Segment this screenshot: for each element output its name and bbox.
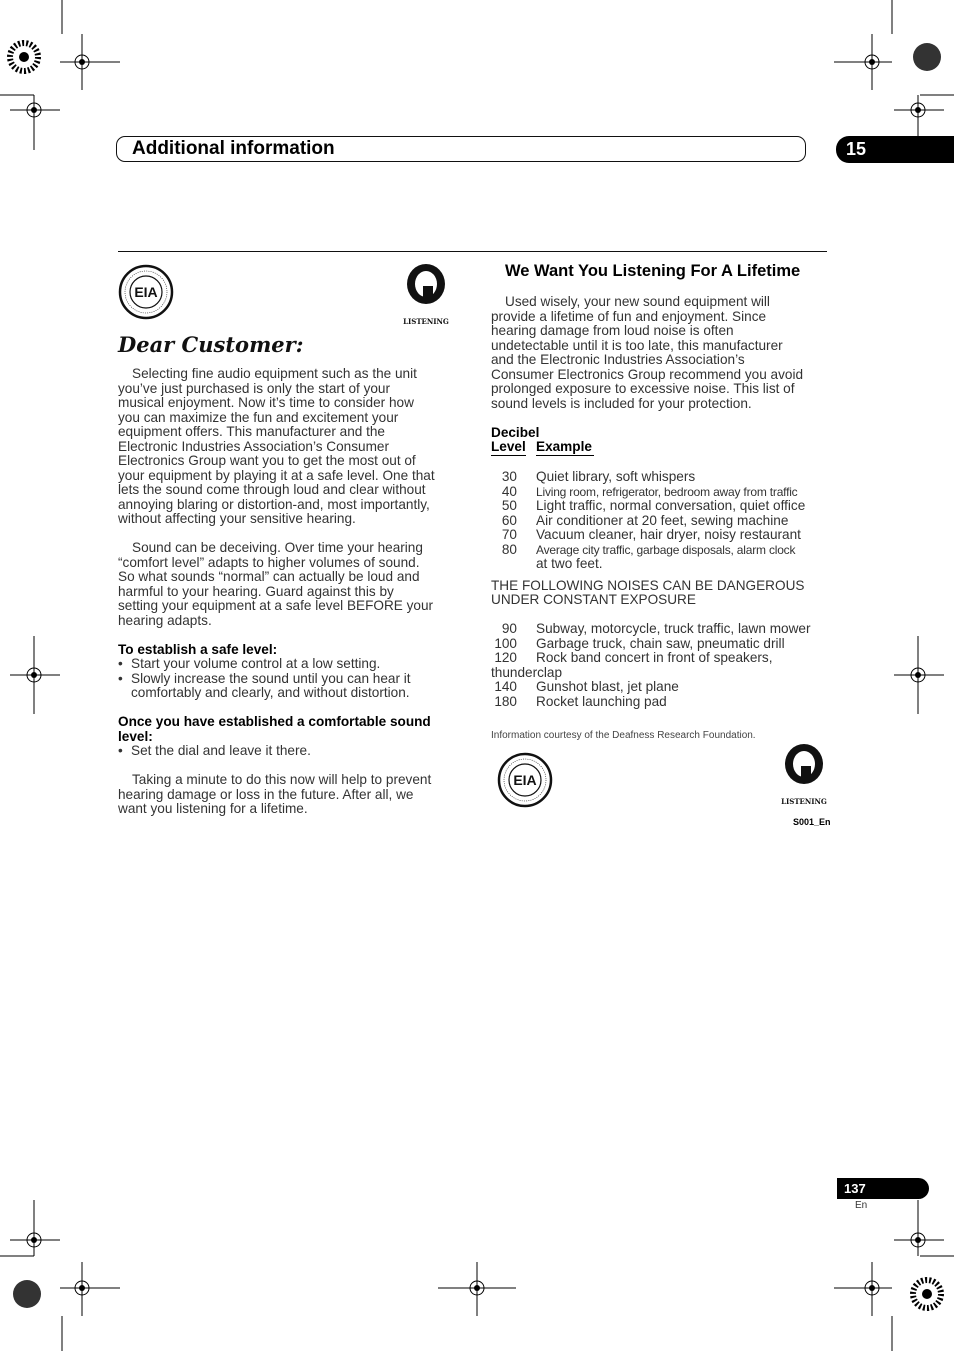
db-example: Air conditioner at 20 feet, sewing machine [536, 512, 789, 528]
db-value: 70 [501, 527, 517, 542]
db-value: 50 [501, 498, 517, 513]
text-line: undetectable until it is too late, this manufacturer [491, 337, 783, 353]
db-example: Rocket launching pad [536, 693, 667, 709]
db-example: Rock band concert in front of speakers, [536, 650, 773, 665]
text-line: So what sounds “normal” can actually be loud and [118, 569, 420, 584]
text-line: you can maximize the fun and excitement your [118, 409, 399, 425]
db-example-cont: thunderclap [491, 664, 563, 680]
text-line: musical enjoyment. Now it’s time to consider how [118, 395, 414, 410]
page-number: 137 [844, 1181, 866, 1196]
text-line: Selecting fine audio equipment such as the unit [132, 366, 417, 381]
top-rule [118, 251, 827, 252]
text-line: you’ve just purchased is only the start of your [118, 380, 391, 396]
text-line: hearing damage or loss in the future. After all, we [118, 786, 414, 802]
listening-logo-text: LISTENING [781, 797, 827, 806]
text-line: Electronics Group want you to get the most out of [118, 453, 416, 468]
text-line: annoying blaring or distortion-and, most importantly, [118, 496, 430, 512]
text-line: Taking a minute to do this now will help to prevent [132, 772, 432, 787]
text-line: provide a lifetime of fun and enjoyment. Since [491, 308, 767, 324]
level-header: Level [491, 439, 526, 454]
table-row [491, 528, 827, 543]
table-row [491, 470, 827, 485]
eia-logo-bottom [497, 752, 553, 808]
text-line: Used wisely, your new sound equipment will [505, 294, 770, 309]
text-line: Electronic Industries Association’s Consumer [118, 438, 389, 454]
page-language: En [855, 1200, 868, 1211]
listening-logo [403, 264, 449, 328]
db-example: Living room, refrigerator, bedroom away from traffic [536, 484, 798, 499]
db-example: Quiet library, soft whispers [536, 469, 696, 484]
danger-note: THE FOLLOWING NOISES CAN BE DANGEROUS [491, 577, 805, 593]
db-example: Gunshot blast, jet plane [536, 679, 679, 694]
eia-logo-text: EIA [513, 772, 537, 788]
db-value: 40 [501, 483, 517, 499]
text-line: setting your equipment at a safe level BEFORE your [118, 598, 434, 613]
db-value: 140 [494, 679, 517, 694]
db-value: 60 [501, 512, 517, 528]
text-line: harmful to your hearing. Guard against this by [118, 583, 394, 599]
db-value: 90 [501, 621, 517, 636]
db-value: 30 [501, 469, 517, 484]
text-line: want you listening for a lifetime. [118, 801, 308, 816]
eia-logo [118, 264, 174, 320]
eia-logo-text: EIA [134, 284, 158, 300]
table-row [491, 680, 827, 695]
right-heading: We Want You Listening For A Lifetime [505, 262, 801, 280]
bullet-item: • Set the dial and leave it there. [118, 744, 453, 759]
db-example: Light traffic, normal conversation, quiet office [536, 498, 806, 513]
text-line: your equipment by playing it at a safe level. One that [118, 467, 435, 483]
listening-logo-bottom [781, 744, 827, 808]
db-value: 180 [494, 693, 517, 709]
text-line: lets the sound come through loud and clear without [118, 482, 426, 497]
right-column [491, 295, 827, 709]
table-header [491, 440, 827, 456]
source-credit: Information courtesy of the Deafness Research Foundation. [491, 730, 756, 741]
db-value: 100 [494, 635, 517, 651]
safe-level-heading: To establish a safe level: [118, 641, 278, 657]
text-line: Sound can be deceiving. Over time your hearing [132, 540, 423, 555]
bullet-item-cont: comfortably and clearly, and without distortion. [131, 685, 410, 700]
text-line: Consumer Electronics Group recommend you avoid [491, 366, 804, 382]
table-row [491, 651, 827, 666]
decibel-header: Decibel [491, 424, 540, 440]
listening-logo-text: LISTENING [403, 317, 449, 326]
table-row [491, 514, 827, 529]
bullet-item: • Slowly increase the sound until you can hear it [118, 672, 453, 687]
comfort-heading-cont: level: [118, 728, 153, 744]
document-code: S001_En [793, 817, 831, 827]
paragraph-1 [118, 367, 453, 527]
text-line: without affecting your sensitive hearing. [118, 511, 356, 526]
db-example: Subway, motorcycle, truck traffic, lawn mower [536, 621, 811, 636]
db-example: Vacuum cleaner, hair dryer, noisy restaurant [536, 527, 801, 542]
example-header: Example [536, 440, 594, 456]
text-line: sound levels is included for your protection. [491, 395, 752, 411]
db-example: Garbage truck, chain saw, pneumatic drill [536, 635, 785, 651]
table-row [491, 695, 827, 710]
text-line: prolonged exposure to excessive noise. This list of [491, 381, 795, 396]
table-row [491, 499, 827, 514]
text-line: “comfort level” adapts to higher volumes of sound. [118, 554, 420, 570]
paragraph-3 [118, 773, 453, 817]
table-row [491, 485, 827, 500]
paragraph-2 [118, 541, 453, 628]
table-row [491, 637, 827, 652]
table-row [491, 622, 827, 637]
text-line: hearing adapts. [118, 612, 212, 628]
greeting: Dear Customer: [118, 332, 304, 357]
table-row [491, 543, 827, 558]
text-line: and the Electronic Industries Association’s [491, 352, 745, 367]
left-column [118, 367, 453, 817]
db-example-cont: at two feet. [536, 556, 603, 571]
comfort-heading: Once you have established a comfortable sound [118, 714, 431, 729]
db-value: 120 [494, 650, 517, 665]
chapter-number: 15 [846, 139, 867, 159]
section-title: Additional information [132, 138, 335, 159]
intro-paragraph [491, 295, 827, 411]
db-value: 80 [501, 541, 517, 557]
text-line: hearing damage from loud noise is often [491, 323, 734, 338]
text-line: equipment offers. This manufacturer and the [118, 424, 385, 439]
bullet-item: • Start your volume control at a low setting. [118, 657, 453, 672]
db-example: Average city traffic, garbage disposals, alarm clock [536, 542, 796, 557]
danger-note-cont: UNDER CONSTANT EXPOSURE [491, 592, 696, 607]
